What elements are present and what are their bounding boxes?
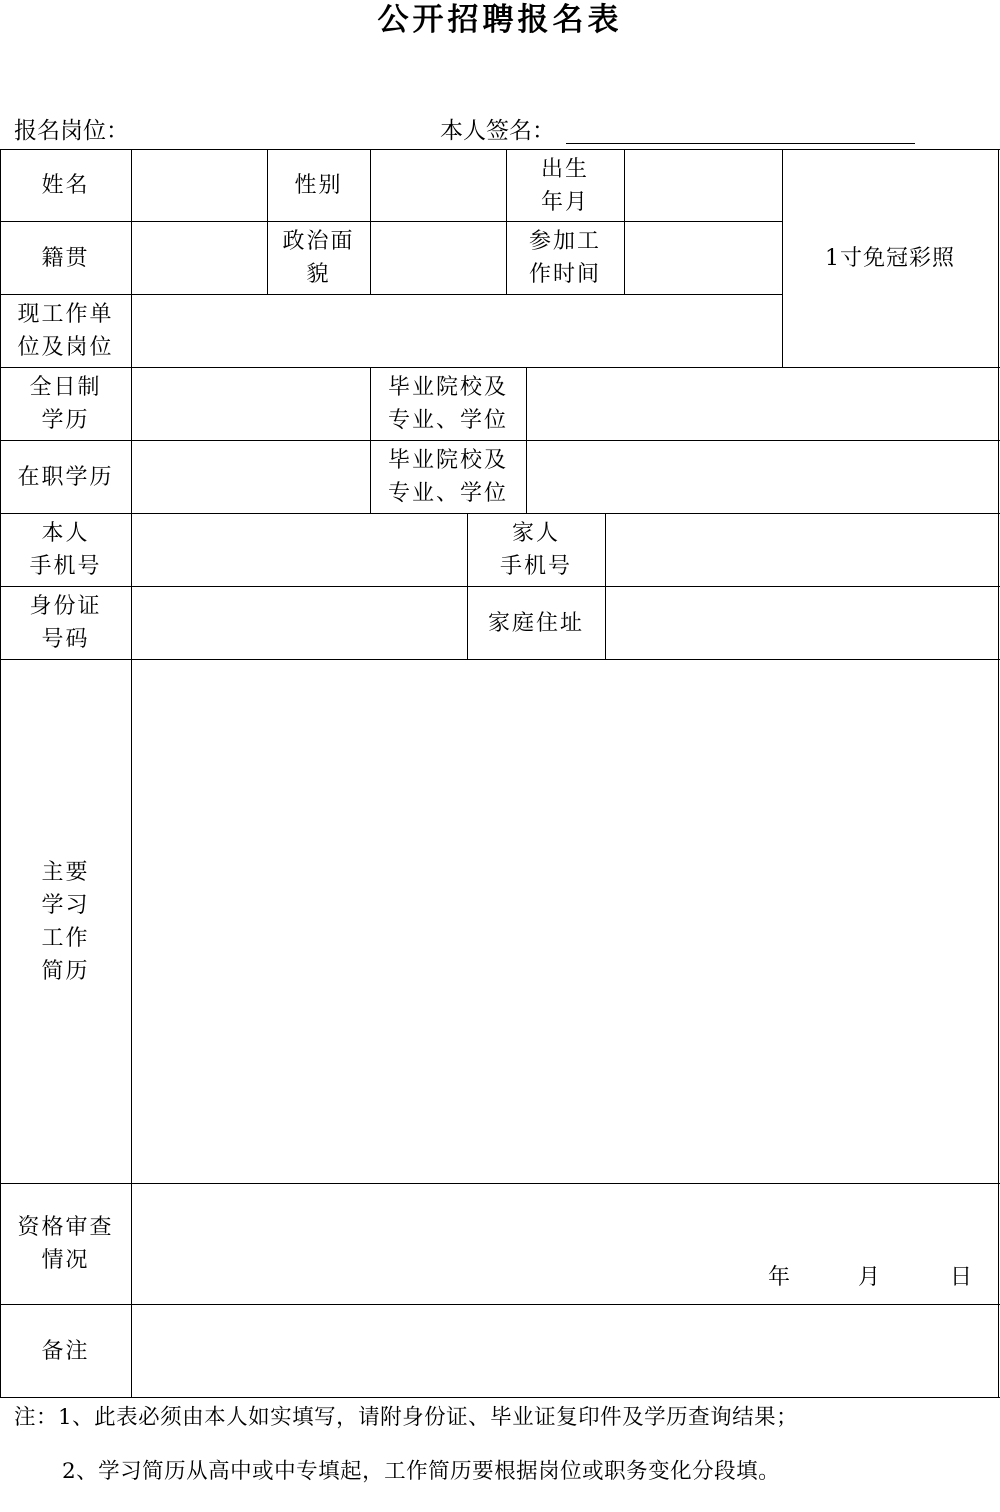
inservice-school-input[interactable]	[528, 442, 997, 512]
label-gender: 性别	[294, 173, 343, 198]
date-month: 月	[858, 1265, 881, 1290]
fulltime-edu-input[interactable]	[133, 369, 369, 439]
home-address-input[interactable]	[607, 588, 997, 658]
photo-box[interactable]: 1寸免冠彩照	[825, 246, 955, 271]
signature-label: 本人签名：	[440, 118, 555, 144]
label-id-number: 身份证 号码	[29, 594, 102, 652]
native-place-input[interactable]	[133, 223, 266, 293]
fulltime-school-input[interactable]	[528, 369, 997, 439]
label-resume: 主要 学习 工作 简历	[41, 859, 90, 984]
label-family-phone: 家人 手机号	[499, 521, 572, 579]
remarks-input[interactable]	[133, 1306, 997, 1396]
inservice-edu-input[interactable]	[133, 442, 369, 512]
position-label: 报名岗位：	[14, 118, 129, 144]
note-1: 注：1、此表必须由本人如实填写，请附身份证、毕业证复印件及学历查询结果；	[14, 1405, 799, 1430]
qualification-input[interactable]	[133, 1185, 997, 1260]
date-year: 年	[768, 1265, 791, 1290]
label-qualification: 资格审查 情况	[17, 1215, 114, 1273]
resume-input[interactable]	[133, 661, 997, 1182]
label-inservice-edu: 在职学历	[17, 464, 114, 490]
gender-input[interactable]	[372, 151, 505, 220]
note-2: 2、学习简历从高中或中专填起，工作简历要根据岗位或职务变化分段填。	[62, 1459, 781, 1484]
current-unit-input[interactable]	[133, 296, 781, 366]
form-title: 公开招聘报名表	[377, 2, 623, 38]
label-political-status: 政治面 貌	[282, 229, 355, 287]
label-fulltime-edu: 全日制 学历	[29, 375, 102, 433]
label-inservice-school: 毕业院校及 专业、学位	[387, 448, 508, 506]
name-input[interactable]	[133, 151, 266, 220]
birth-input[interactable]	[626, 151, 781, 220]
family-phone-input[interactable]	[607, 515, 997, 585]
label-home-address: 家庭住址	[487, 610, 584, 636]
label-fulltime-school: 毕业院校及 专业、学位	[387, 375, 508, 433]
date-day: 日	[950, 1265, 973, 1290]
label-own-phone: 本人 手机号	[29, 521, 102, 579]
label-work-start: 参加工 作时间	[528, 229, 601, 287]
work-start-input[interactable]	[626, 223, 781, 293]
political-status-input[interactable]	[372, 223, 505, 293]
id-number-input[interactable]	[133, 588, 466, 658]
label-birth: 出生 年月	[540, 156, 589, 215]
label-native-place: 籍贯	[41, 245, 90, 271]
own-phone-input[interactable]	[133, 515, 466, 585]
label-name: 姓名	[41, 173, 90, 198]
label-remarks: 备注	[41, 1338, 90, 1364]
label-current-unit: 现工作单 位及岗位	[17, 302, 114, 360]
signature-line[interactable]	[566, 143, 915, 144]
